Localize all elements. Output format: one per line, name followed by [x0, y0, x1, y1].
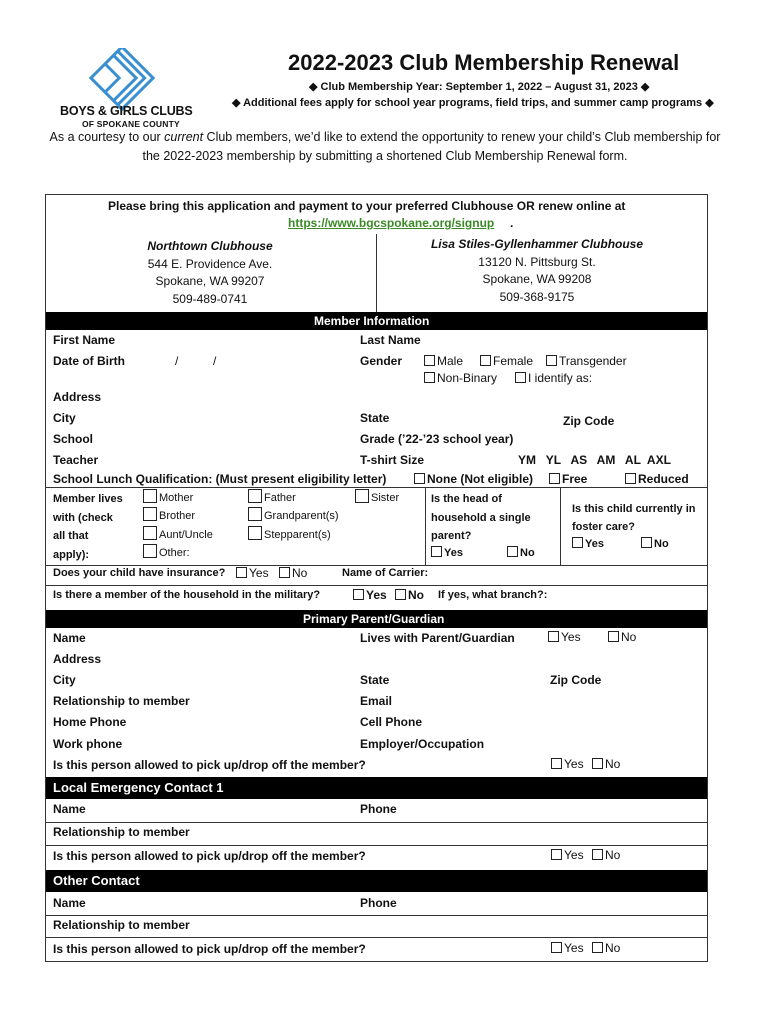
first-name-field[interactable]: First Name — [53, 333, 116, 347]
other-phone-field[interactable]: Phone — [360, 896, 397, 910]
club-phone: 509-489-0741 — [172, 291, 248, 306]
club-address: 544 E. Providence Ave. — [147, 256, 273, 271]
club-lisa-stiles — [422, 236, 652, 306]
club-name: Northtown Clubhouse — [147, 239, 273, 253]
lives-with-parent-no[interactable]: No — [608, 630, 636, 644]
signup-link[interactable]: https://www.bgcspokane.org/signup — [288, 216, 495, 230]
foster-care-yes[interactable]: Yes — [572, 537, 604, 550]
other-name-field[interactable]: Name — [53, 896, 86, 910]
dob-separator: / — [175, 354, 179, 368]
membership-year: ◆ Club Membership Year: September 1, 2022 – August 31, 2023 ◆ — [309, 81, 650, 93]
parent-email-field[interactable]: Email — [360, 694, 393, 708]
divider — [46, 585, 707, 586]
lives-stepparent-checkbox[interactable]: Stepparent(s) — [248, 526, 331, 541]
parent-address-field[interactable]: Address — [53, 652, 102, 666]
club-northtown — [130, 238, 290, 308]
lives-brother-checkbox[interactable]: Brother — [143, 507, 195, 522]
divider — [46, 565, 707, 566]
branch-field[interactable]: If yes, what branch?: — [438, 589, 548, 601]
emergency-pickup-question: Is this person allowed to pick up/drop off the member? — [53, 849, 366, 863]
club-address: 13120 N. Pittsburg St. — [478, 254, 596, 269]
school-field[interactable]: School — [53, 432, 94, 446]
lunch-label: School Lunch Qualification: (Must present eligibility letter) — [53, 472, 387, 486]
zip-field[interactable]: Zip Code — [563, 414, 615, 428]
lunch-none-checkbox[interactable]: None (Not eligible) — [414, 472, 533, 486]
emergency-phone-field[interactable]: Phone — [360, 802, 397, 816]
home-phone-field[interactable]: Home Phone — [53, 715, 127, 729]
parent-pickup-no[interactable]: No — [592, 757, 620, 771]
divider — [46, 845, 707, 846]
instruction-text: Please bring this application and payment to your preferred Clubhouse OR renew online at — [108, 199, 626, 213]
emergency-relationship-field[interactable]: Relationship to member — [53, 825, 190, 839]
insurance-yes[interactable]: Yes — [236, 566, 269, 580]
last-name-field[interactable]: Last Name — [360, 333, 421, 347]
lives-grandparent-checkbox[interactable]: Grandparent(s) — [248, 507, 339, 522]
gender-transgender-checkbox[interactable]: Transgender — [546, 354, 627, 368]
parent-pickup-question: Is this person allowed to pick up/drop off the member? — [53, 758, 366, 772]
member-section-header: Member Information — [46, 312, 707, 330]
parent-section-header: Primary Parent/Guardian — [46, 610, 707, 628]
lives-aunt-uncle-checkbox[interactable]: Aunt/Uncle — [143, 526, 213, 541]
employer-field[interactable]: Employer/Occupation — [360, 737, 485, 751]
other-pickup-yes[interactable]: Yes — [551, 941, 584, 955]
military-no[interactable]: No — [395, 588, 424, 602]
lives-with-parent-yes[interactable]: Yes — [548, 630, 581, 644]
insurance-no[interactable]: No — [279, 566, 307, 580]
dob-separator: / — [213, 354, 217, 368]
lives-with-label: Member lives with (check all that apply): — [53, 493, 123, 561]
lives-other-checkbox[interactable]: Other: — [143, 544, 190, 559]
dob-field[interactable]: Date of Birth — [53, 354, 125, 368]
lunch-free-checkbox[interactable]: Free — [549, 472, 587, 486]
divider — [425, 487, 426, 565]
parent-zip-field[interactable]: Zip Code — [550, 673, 602, 687]
emergency-pickup-no[interactable]: No — [592, 848, 620, 862]
lives-sister-checkbox[interactable]: Sister — [355, 489, 399, 504]
city-field[interactable]: City — [53, 411, 76, 425]
address-field[interactable]: Address — [53, 390, 102, 404]
emergency-section-header: Local Emergency Contact 1 — [46, 777, 707, 799]
other-pickup-question: Is this person allowed to pick up/drop off the member? — [53, 942, 366, 956]
club-phone: 509-368-9175 — [499, 289, 575, 304]
single-parent-no[interactable]: No — [507, 546, 535, 559]
divider — [560, 487, 561, 565]
tshirt-sizes[interactable]: YM YL AS AM AL AXL — [518, 453, 671, 467]
page-title: 2022-2023 Club Membership Renewal — [288, 50, 680, 75]
gender-identify-checkbox[interactable]: I identify as: — [515, 371, 592, 385]
single-parent-yes[interactable]: Yes — [431, 546, 463, 559]
military-question: Is there a member of the household in the military? — [53, 589, 321, 601]
carrier-field[interactable]: Name of Carrier: — [342, 567, 429, 579]
club-name: Lisa Stiles-Gyllenhammer Clubhouse — [430, 237, 644, 251]
single-parent-question: Is the head of household a single parent? — [431, 493, 531, 542]
grade-field[interactable]: Grade (’22-’23 school year) — [360, 432, 514, 446]
other-pickup-no[interactable]: No — [592, 941, 620, 955]
emergency-pickup-yes[interactable]: Yes — [551, 848, 584, 862]
gender-female-checkbox[interactable]: Female — [480, 354, 533, 368]
foster-care-question: Is this child currently in foster care? — [572, 503, 696, 533]
parent-state-field[interactable]: State — [360, 673, 390, 687]
divider — [46, 822, 707, 823]
parent-relationship-field[interactable]: Relationship to member — [53, 694, 190, 708]
cell-phone-field[interactable]: Cell Phone — [360, 715, 423, 729]
lunch-reduced-checkbox[interactable]: Reduced — [625, 472, 689, 486]
state-field[interactable]: State — [360, 411, 390, 425]
divider — [46, 937, 707, 938]
gender-nonbinary-checkbox[interactable]: Non-Binary — [424, 371, 497, 385]
work-phone-field[interactable]: Work phone — [53, 737, 123, 751]
parent-pickup-yes[interactable]: Yes — [551, 757, 584, 771]
divider — [46, 487, 707, 488]
parent-city-field[interactable]: City — [53, 673, 76, 687]
club-city: Spokane, WA 99208 — [482, 272, 592, 286]
gender-male-checkbox[interactable]: Male — [424, 354, 463, 368]
intro-paragraph: As a courtesy to our current Club members, we’d like to extend the opportunity to renew your child’s Club membership for the 2022-2023 membership by submitting a shortened Club Membership Renewal form. — [49, 130, 721, 163]
parent-name-field[interactable]: Name — [53, 631, 86, 645]
gender-label: Gender — [360, 354, 403, 368]
foster-care-no[interactable]: No — [641, 537, 669, 550]
lives-mother-checkbox[interactable]: Mother — [143, 489, 193, 504]
military-yes[interactable]: Yes — [353, 588, 387, 602]
club-divider — [376, 234, 377, 312]
emergency-name-field[interactable]: Name — [53, 802, 86, 816]
club-city: Spokane, WA 99207 — [155, 274, 265, 288]
divider — [46, 915, 707, 916]
logo-name: BOYS & GIRLS CLUBS — [60, 104, 193, 118]
lives-father-checkbox[interactable]: Father — [248, 489, 296, 504]
fees-note: ◆ Additional fees apply for school year programs, field trips, and summer camp programs ◆ — [232, 97, 714, 109]
logo-subname: OF SPOKANE COUNTY — [82, 119, 180, 129]
lives-with-parent-label: Lives with Parent/Guardian — [360, 631, 515, 645]
tshirt-label: T-shirt Size — [360, 453, 425, 467]
teacher-field[interactable]: Teacher — [53, 453, 99, 467]
other-section-header: Other Contact — [46, 870, 707, 892]
other-relationship-field[interactable]: Relationship to member — [53, 918, 190, 932]
link-period: . — [510, 216, 514, 230]
insurance-question: Does your child have insurance? — [53, 567, 226, 579]
